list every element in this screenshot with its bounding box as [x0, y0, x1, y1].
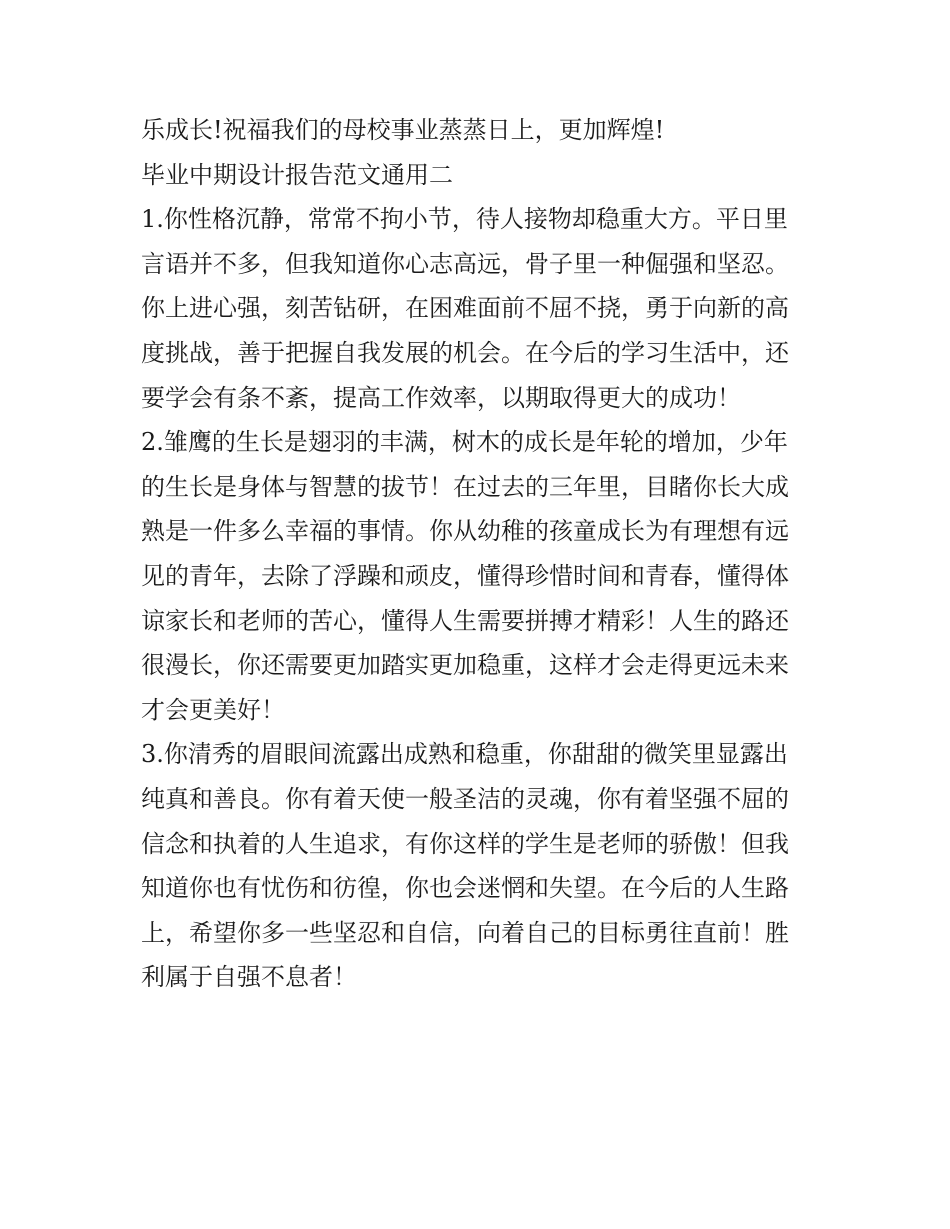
text-line: 言语并不多，但我知道你心志高远，骨子里一种倔强和坚忍。 — [141, 249, 789, 278]
text-line: 你上进心强，刻苦钻研，在困难面前不屈不挠，勇于向新的高 — [141, 294, 789, 323]
text-line: 利属于自强不息者！ — [141, 963, 357, 992]
text-line: 上，希望你多一些坚忍和自信，向着自己的目标勇往直前！胜 — [141, 918, 789, 947]
text-line: 要学会有条不紊，提高工作效率，以期取得更大的成功！ — [141, 383, 741, 412]
text-line: 熟是一件多么幸福的事情。你从幼稚的孩童成长为有理想有远 — [141, 517, 789, 546]
text-line: 2.雏鹰的生长是翅羽的丰满，树木的成长是年轮的增加，少年 — [141, 428, 788, 457]
document-body — [141, 108, 813, 1000]
text-line: 信念和执着的人生追求，有你这样的学生是老师的骄傲！但我 — [141, 829, 789, 858]
text-line: 见的青年，去除了浮躁和顽皮，懂得珍惜时间和青春，懂得体 — [141, 561, 789, 590]
text-line: 谅家长和老师的苦心，懂得人生需要拼搏才精彩！人生的路还 — [141, 606, 789, 635]
text-line: 乐成长!祝福我们的母校事业蒸蒸日上，更加辉煌! — [141, 116, 665, 144]
text-line: 1.你性格沉静，常常不拘小节，待人接物却稳重大方。平日里 — [141, 205, 788, 234]
section-heading: 毕业中期设计报告范文通用二 — [141, 160, 453, 189]
text-line: 3.你清秀的眉眼间流露出成熟和稳重，你甜甜的微笑里显露出 — [141, 740, 788, 769]
text-line: 纯真和善良。你有着天使一般圣洁的灵魂，你有着坚强不屈的 — [141, 784, 789, 813]
text-line: 知道你也有忧伤和彷徨，你也会迷惘和失望。在今后的人生路 — [141, 874, 789, 903]
text-line: 才会更美好！ — [141, 695, 285, 724]
text-line: 很漫长，你还需要更加踏实更加稳重，这样才会走得更远未来 — [141, 651, 789, 680]
text-line: 度挑战，善于把握自我发展的机会。在今后的学习生活中，还 — [141, 338, 789, 367]
text-line: 的生长是身体与智慧的拔节！在过去的三年里，目睹你长大成 — [141, 472, 789, 501]
